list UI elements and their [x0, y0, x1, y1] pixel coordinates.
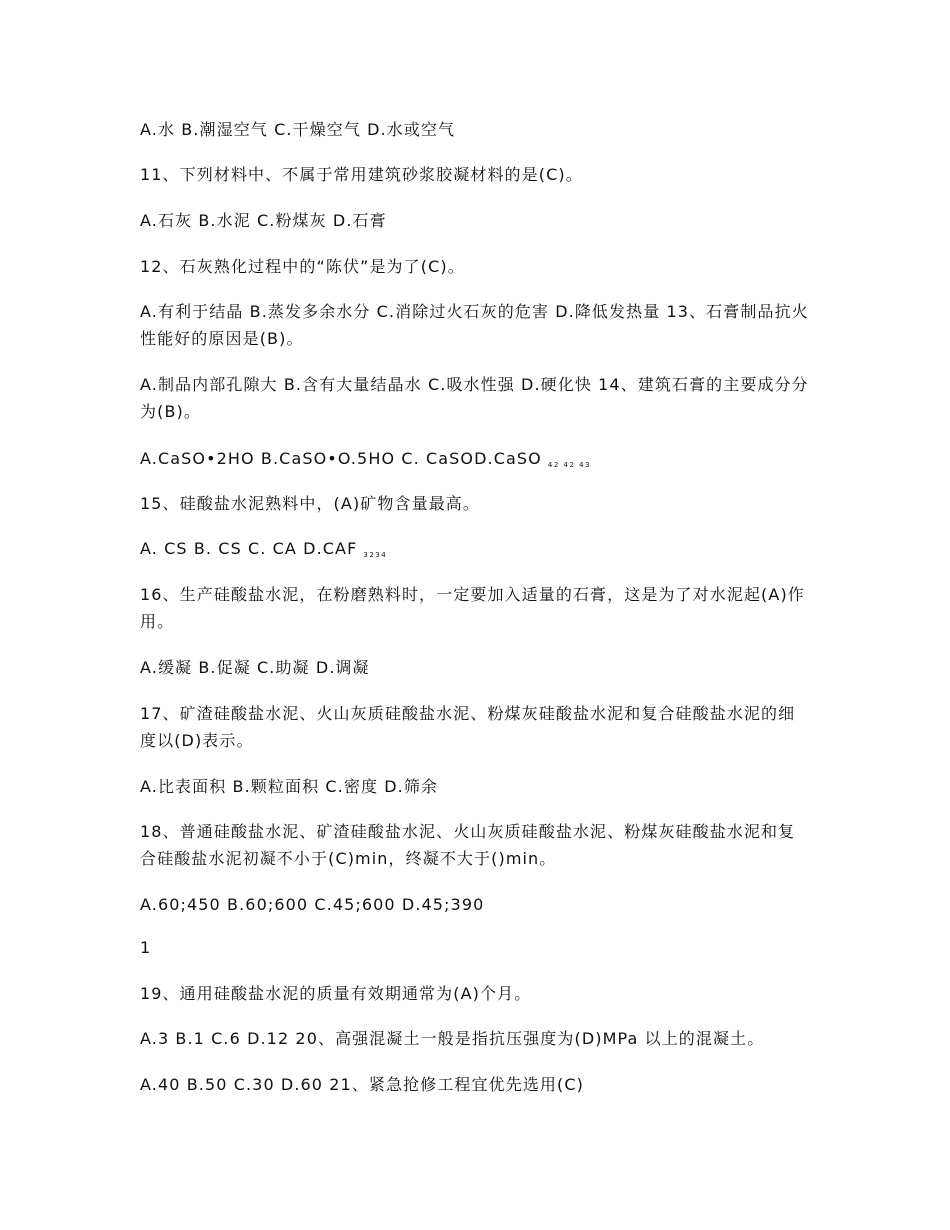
question-11: 11、下列材料中、不属于常用建筑砂浆胶凝材料的是(C)。: [140, 165, 583, 184]
answer-options-19-question-20: A.3 B.1 C.6 D.12 20、高强混凝土一般是指抗压强度为(D)MPa 以上的混凝土。: [140, 1029, 765, 1048]
answer-options-14-text: A.CaSO•2HO B.CaSO•O.5HO C. CaSOD.CaSO: [140, 449, 542, 468]
answer-options-14: [140, 445, 812, 479]
answer-options-16: A.缓凝 B.促凝 C.助凝 D.调凝: [140, 658, 370, 677]
answer-options-17: A.比表面积 B.颗粒面积 C.密度 D.筛余: [140, 777, 439, 796]
question-15: 15、硅酸盐水泥熟料中，(A)矿物含量最高。: [140, 494, 480, 513]
answer-options-15: [140, 535, 812, 569]
subscript-digits-15: 3234: [363, 551, 388, 559]
question-17: 17、矿渣硅酸盐水泥、火山灰质硅酸盐水泥、粉煤灰硅酸盐水泥和复合硅酸盐水泥的细度以(D)表示。: [140, 704, 796, 750]
question-18: 18、普通硅酸盐水泥、矿渣硅酸盐水泥、火山灰质硅酸盐水泥、粉煤灰硅酸盐水泥和复合硅酸盐水泥初凝不小于(C)min，终凝不大于()min。: [140, 822, 796, 868]
answer-options-13-question-14: A.制品内部孔隙大 B.含有大量结晶水 C.吸水性强 D.硬化快 14、建筑石膏的主要成分分为(B)。: [140, 375, 809, 421]
answer-options-10: A.水 B.潮湿空气 C.干燥空气 D.水或空气: [140, 120, 456, 139]
question-12: 12、石灰熟化过程中的“陈伏”是为了(C)。: [140, 257, 465, 276]
subscript-digits-14: 42 42 43: [547, 461, 592, 469]
answer-options-15-text: A. CS B. CS C. CA D.CAF: [140, 539, 358, 558]
answer-options-20-question-21: A.40 B.50 C.30 D.60 21、紧急抢修工程宜优先选用(C): [140, 1075, 584, 1094]
answer-options-11: A.石灰 B.水泥 C.粉煤灰 D.石膏: [140, 211, 387, 230]
question-16: 16、生产硅酸盐水泥，在粉磨熟料时，一定要加入适量的石膏，这是为了对水泥起(A)作用。: [140, 585, 805, 631]
question-19: 19、通用硅酸盐水泥的质量有效期通常为(A)个月。: [140, 984, 532, 1003]
answer-options-12-question-13: A.有利于结晶 B.蒸发多余水分 C.消除过火石灰的危害 D.降低发热量 13、石膏制品抗火性能好的原因是(B)。: [140, 302, 809, 348]
answer-options-18: A.60;450 B.60;600 C.45;600 D.45;390: [140, 895, 485, 914]
page-number: 1: [140, 938, 152, 957]
